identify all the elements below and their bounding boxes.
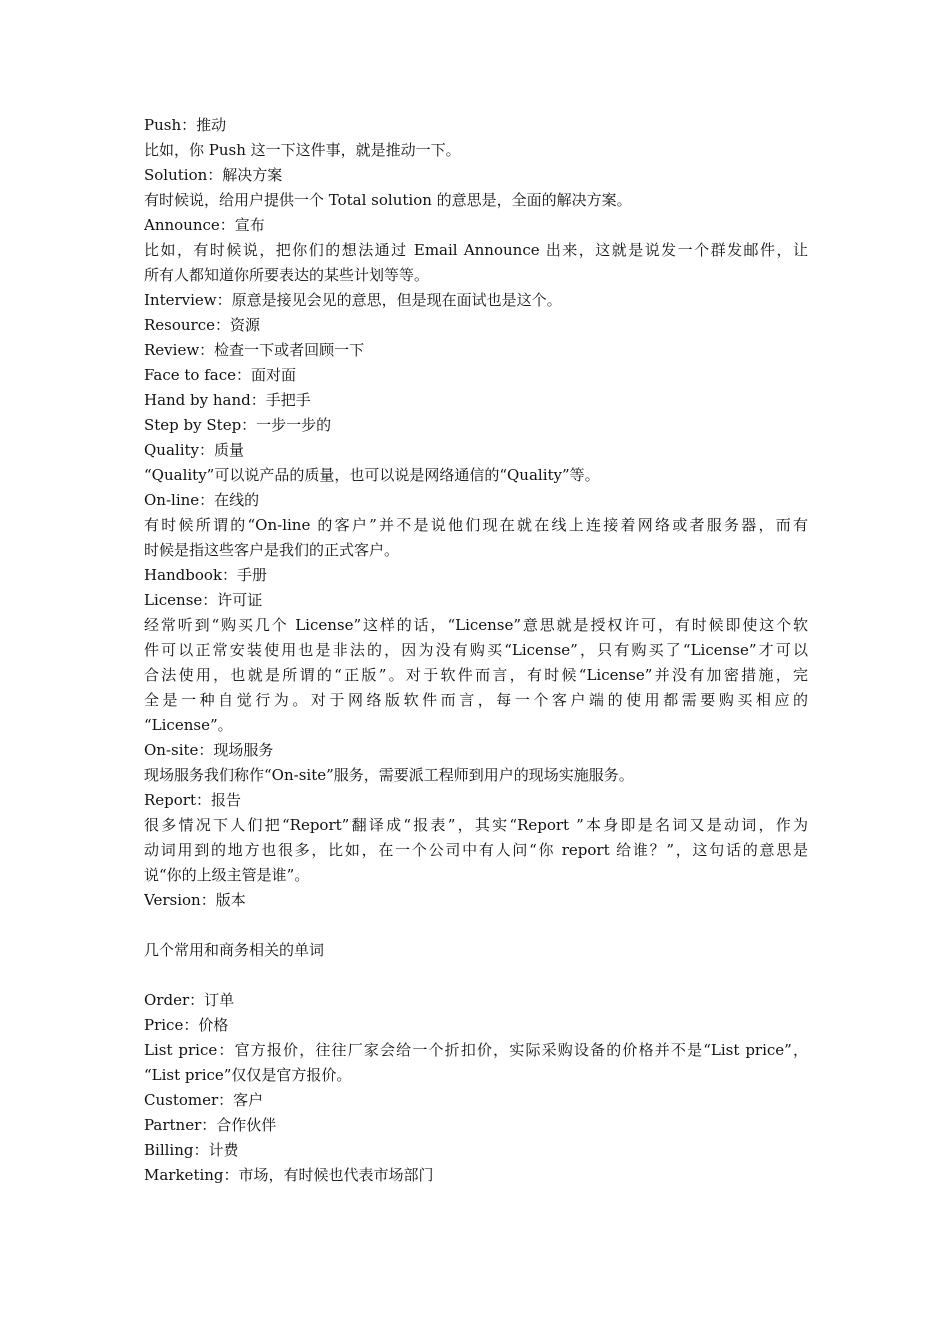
term-order: Order：订单 <box>144 991 235 1009</box>
paragraph-license-line-5: “License”。 <box>144 716 233 734</box>
document-body <box>144 113 808 1188</box>
paragraph-report-line-3: 说“你的上级主管是谁”。 <box>144 866 310 884</box>
paragraph-announce-line-2: 所有人都知道你所要表达的某些计划等等。 <box>144 266 430 284</box>
term-quality: Quality：质量 <box>144 441 244 459</box>
term-on-site: On-site：现场服务 <box>144 741 274 759</box>
paragraph-report-line-1: 很多情况下人们把“Report”翻译成“报表”，其实“Report ”本身即是名词又是动词，作为 <box>144 816 808 834</box>
paragraph-license-line-3: 合法使用，也就是所谓的“正版”。对于软件而言，有时候“License”并没有加密措施，完 <box>144 666 808 684</box>
term-list-price-line-1: List price：官方报价，往往厂家会给一个折扣价，实际采购设备的价格并不是“List price”， <box>144 1041 808 1059</box>
term-hand-by-hand: Hand by hand：手把手 <box>144 391 311 409</box>
blank-line <box>144 963 808 988</box>
term-partner: Partner：合作伙伴 <box>144 1116 277 1134</box>
term-resource: Resource：资源 <box>144 316 261 334</box>
term-review: Review：检查一下或者回顾一下 <box>144 341 365 359</box>
term-report: Report：报告 <box>144 791 242 809</box>
term-interview: Interview：原意是接见会见的意思，但是现在面试也是这个。 <box>144 291 562 309</box>
term-customer: Customer：客户 <box>144 1091 264 1109</box>
paragraph-on-site: 现场服务我们称作“On-site”服务，需要派工程师到用户的现场实施服务。 <box>144 766 634 784</box>
term-push: Push：推动 <box>144 116 227 134</box>
term-list-price-line-2: “List price”仅仅是官方报价。 <box>144 1066 352 1084</box>
term-billing: Billing：计费 <box>144 1141 239 1159</box>
term-price: Price：价格 <box>144 1016 229 1034</box>
term-license: License：许可证 <box>144 591 263 609</box>
term-solution: Solution：解决方案 <box>144 166 283 184</box>
paragraph-report-line-2: 动词用到的地方也很多，比如，在一个公司中有人问“你 report 给谁？”，这句话的意思是 <box>144 841 808 859</box>
paragraph-push: 比如，你 Push 这一下这件事，就是推动一下。 <box>144 141 461 159</box>
term-step-by-step: Step by Step：一步一步的 <box>144 416 332 434</box>
paragraph-quality: “Quality”可以说产品的质量，也可以说是网络通信的“Quality”等。 <box>144 466 600 484</box>
paragraph-license-line-4: 全是一种自觉行为。对于网络版软件而言，每一个客户端的使用都需要购买相应的 <box>144 691 808 709</box>
term-on-line: On-line：在线的 <box>144 491 260 509</box>
term-face-to-face: Face to face：面对面 <box>144 366 296 384</box>
term-handbook: Handbook：手册 <box>144 566 268 584</box>
term-announce: Announce：宣布 <box>144 216 265 234</box>
term-version: Version：版本 <box>144 891 246 909</box>
paragraph-on-line-line-2: 时候是指这些客户是我们的正式客户。 <box>144 541 400 559</box>
paragraph-on-line-line-1: 有时候所谓的“On-line 的客户”并不是说他们现在就在线上连接着网络或者服务器，而有 <box>144 516 808 534</box>
section-heading: 几个常用和商务相关的单词 <box>144 941 325 959</box>
paragraph-announce-line-1: 比如，有时候说，把你们的想法通过 Email Announce 出来，这就是说发一个群发邮件，让 <box>144 241 808 259</box>
paragraph-license-line-2: 件可以正常安装使用也是非法的，因为没有购买“License”，只有购买了“License”才可以 <box>144 641 808 659</box>
paragraph-solution: 有时候说，给用户提供一个 Total solution 的意思是，全面的解决方案。 <box>144 191 632 209</box>
paragraph-license-line-1: 经常听到“购买几个 License”这样的话，“License”意思就是授权许可，有时候即使这个软 <box>144 616 808 634</box>
term-marketing: Marketing：市场，有时候也代表市场部门 <box>144 1166 434 1184</box>
blank-line <box>144 913 808 938</box>
